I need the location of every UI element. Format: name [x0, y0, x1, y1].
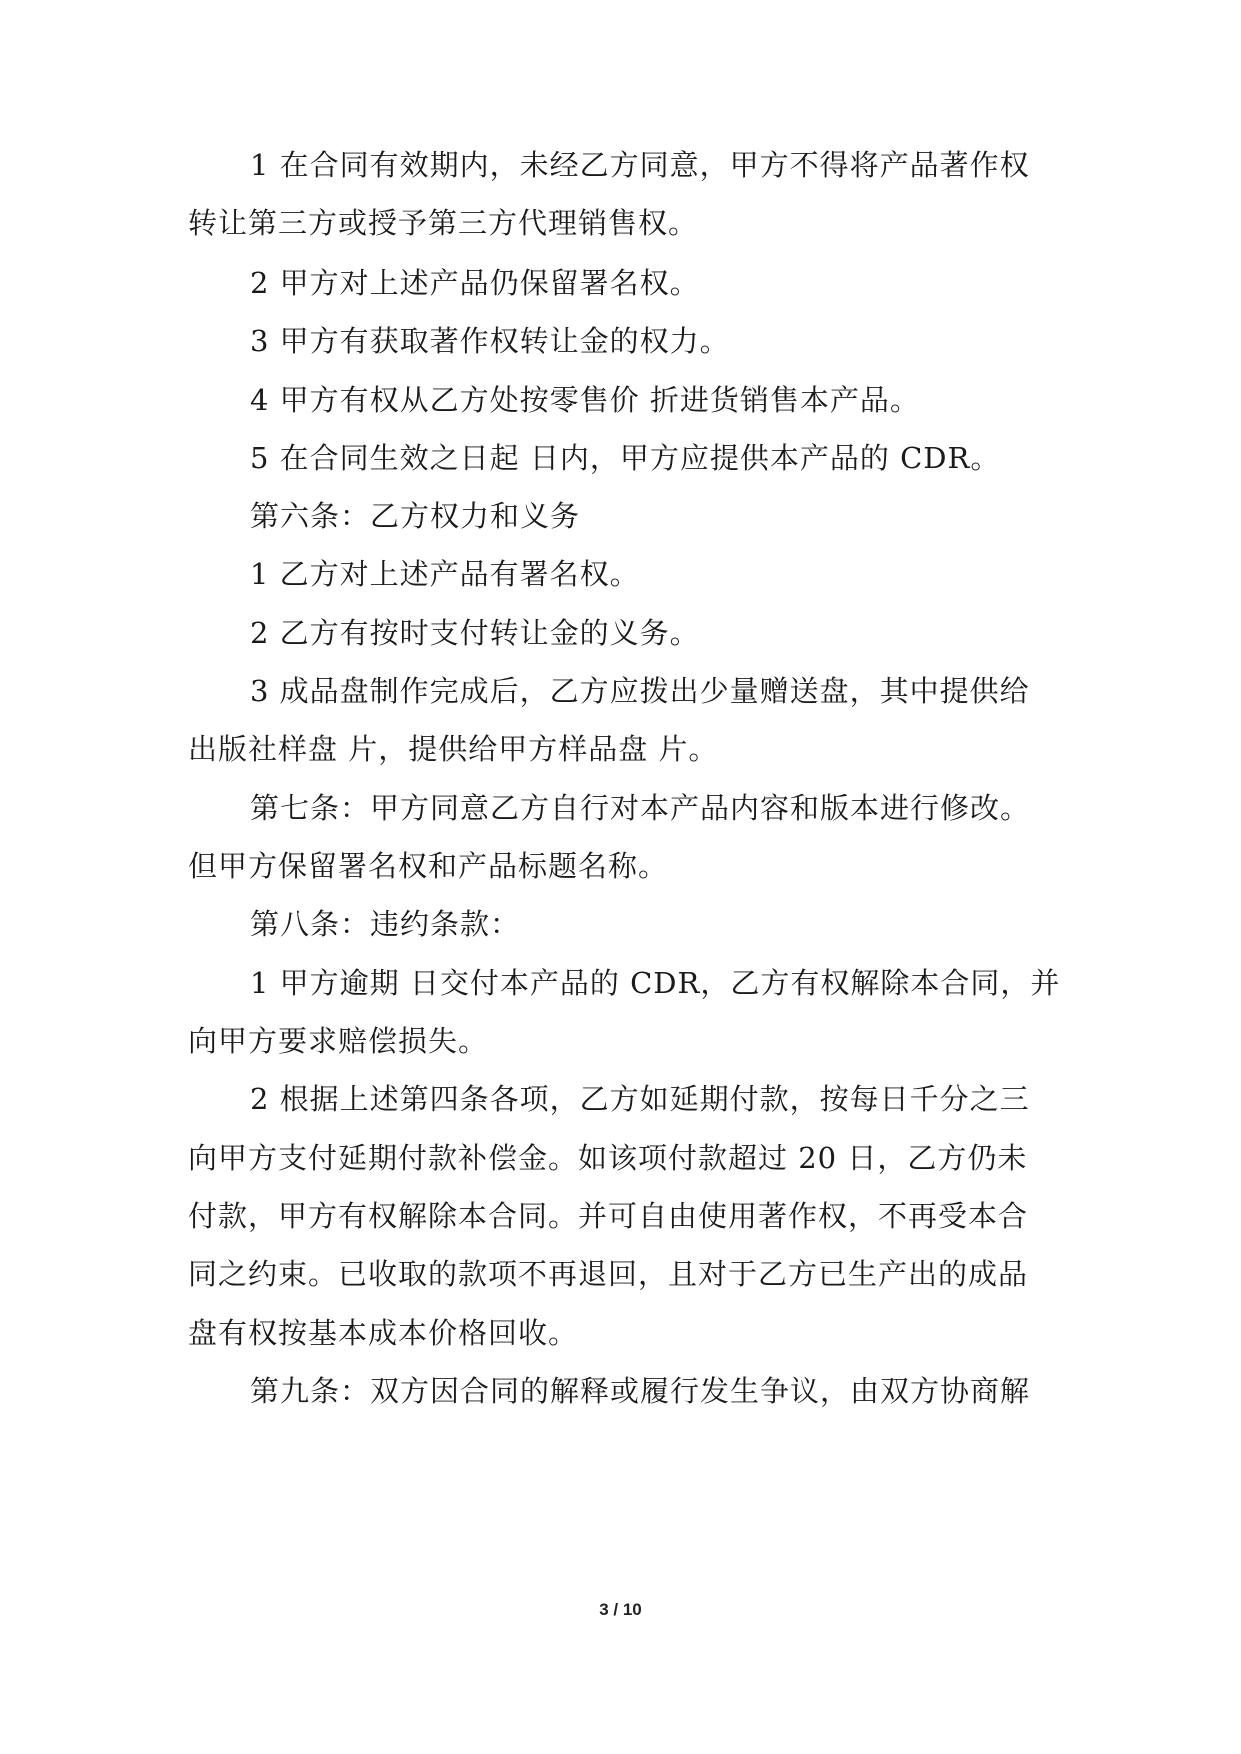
line-15-clause-8-item-1: 1 甲方逾期 日交付本产品的 CDR，乙方有权解除本合同，并 — [250, 966, 1061, 1000]
line-5-clause-5-item-4: 4 甲方有权从乙方处按零售价 折进货销售本产品。 — [250, 383, 920, 417]
line-4-clause-5-item-3: 3 甲方有获取著作权转让金的权力。 — [250, 324, 730, 358]
line-17-clause-8-item-2: 2 根据上述第四条各项，乙方如延期付款，按每日千分之三 — [250, 1082, 1030, 1116]
clause-8-heading: 第八条：违约条款： — [250, 907, 521, 941]
line-16-clause-8-item-1-cont: 向甲方要求赔偿损失。 — [188, 1024, 489, 1058]
clause-7-text: 第七条：甲方同意乙方自行对本产品内容和版本进行修改。 — [250, 791, 1031, 825]
clause-7-text-cont: 但甲方保留署名权和产品标题名称。 — [188, 849, 669, 883]
line-10-clause-6-item-3: 3 成品盘制作完成后，乙方应拨出少量赠送盘，其中提供给 — [250, 674, 1030, 708]
line-18-clause-8-item-2-cont: 向甲方支付延期付款补偿金。如该项付款超过 20 日，乙方仍未 — [188, 1141, 1028, 1175]
line-6-clause-5-item-5: 5 在合同生效之日起 日内，甲方应提供本产品的 CDR。 — [250, 441, 1001, 475]
clause-9-text: 第九条：双方因合同的解释或履行发生争议，由双方协商解 — [250, 1374, 1031, 1408]
line-19-clause-8-item-2-cont: 付款，甲方有权解除本合同。并可自由使用著作权，不再受本合 — [188, 1199, 1029, 1233]
page-number: 3 / 10 — [599, 1600, 642, 1619]
line-9-clause-6-item-2: 2 乙方有按时支付转让金的义务。 — [250, 616, 700, 650]
line-1-clause-5-item-1: 1 在合同有效期内，未经乙方同意，甲方不得将产品著作权 — [250, 148, 1030, 182]
line-21-clause-8-item-2-cont: 盘有权按基本成本价格回收。 — [188, 1316, 579, 1350]
line-8-clause-6-item-1: 1 乙方对上述产品有署名权。 — [250, 557, 640, 591]
clause-6-heading: 第六条：乙方权力和义务 — [250, 499, 581, 533]
line-11-clause-6-item-3-cont: 出版社样盘 片，提供给甲方样品盘 片。 — [188, 732, 719, 766]
line-20-clause-8-item-2-cont: 同之约束。已收取的款项不再退回，且对于乙方已生产出的成品 — [188, 1257, 1029, 1291]
line-3-clause-5-item-2: 2 甲方对上述产品仍保留署名权。 — [250, 266, 700, 300]
line-2-clause-5-item-1-cont: 转让第三方或授予第三方代理销售权。 — [188, 206, 699, 240]
